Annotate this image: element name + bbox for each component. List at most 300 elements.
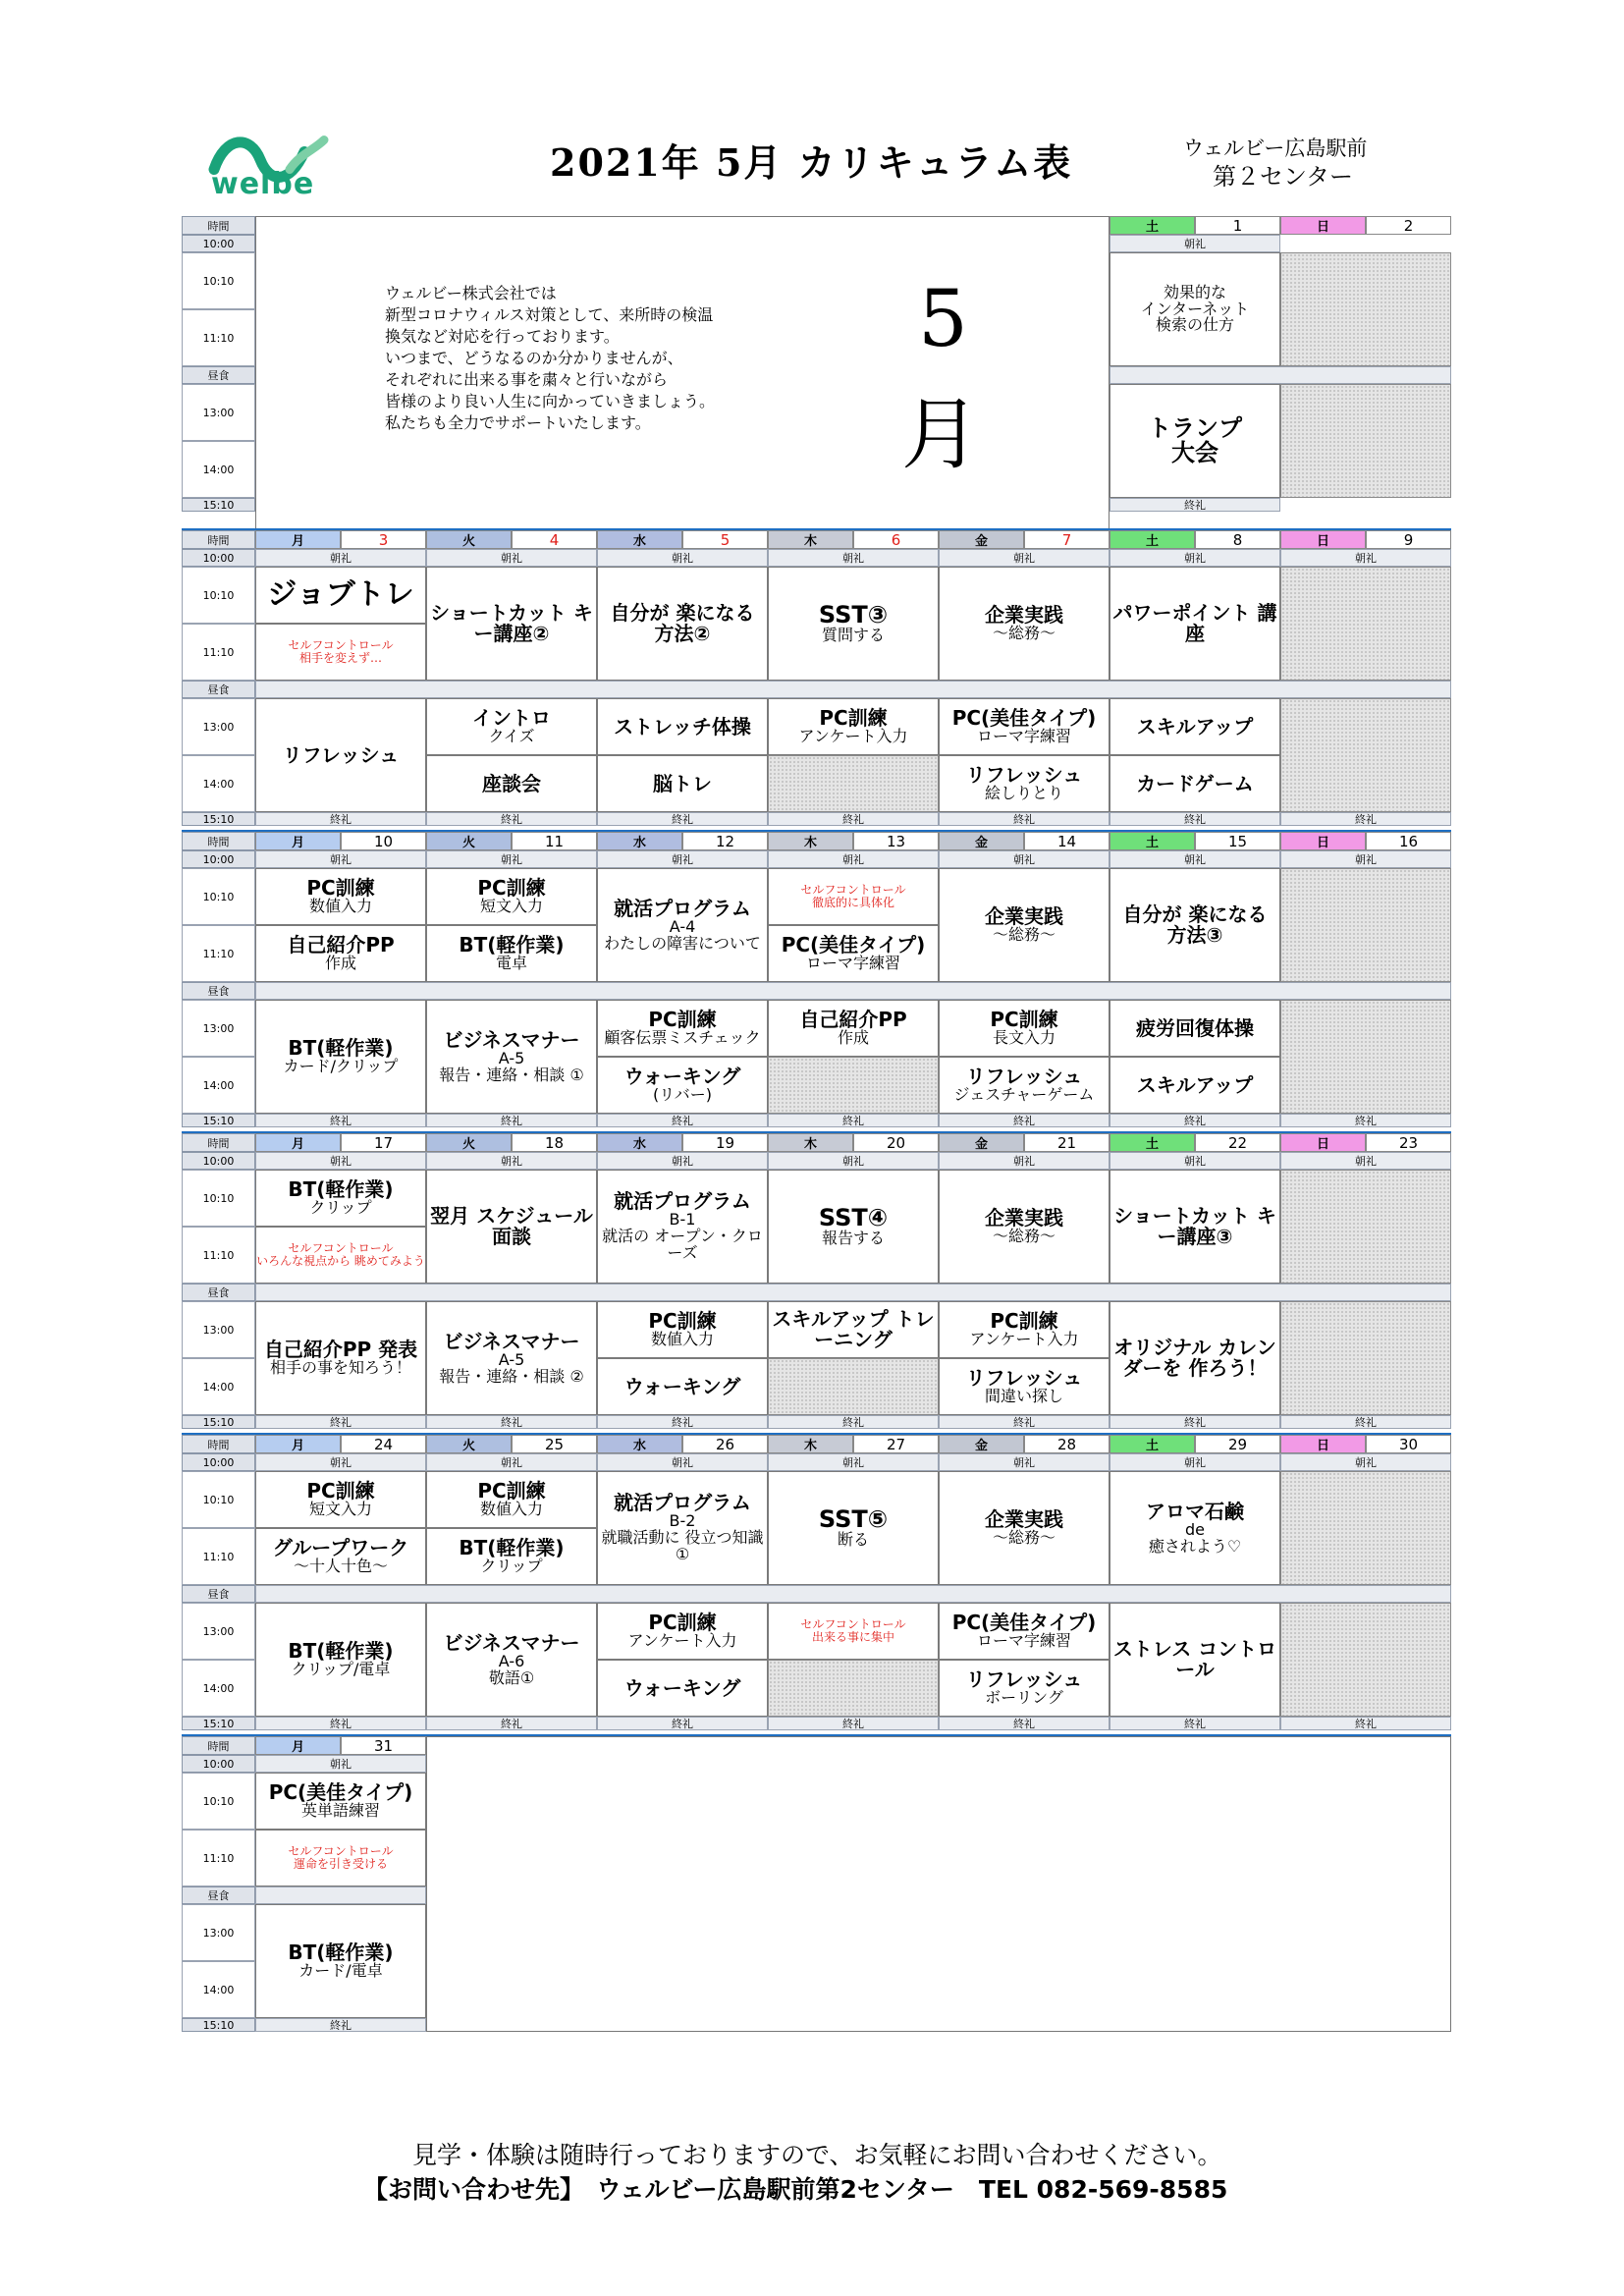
day-label: 日 xyxy=(1280,1133,1366,1152)
activity-cell xyxy=(939,1057,1110,1114)
day-label: 火 xyxy=(426,832,512,850)
activity-title: オリジナル カレンダーを 作ろう！ xyxy=(1113,1336,1276,1380)
activity-title: 座談会 xyxy=(482,771,541,795)
day-label: 日 xyxy=(1280,530,1366,549)
activity-title: 自分が 楽になる 方法③ xyxy=(1122,902,1268,947)
activity-title: ストレス コントロール xyxy=(1112,1637,1277,1681)
shurei-label: 終礼 xyxy=(768,812,939,826)
notice-line: 新型コロナウィルス対策として、来所時の検温 xyxy=(385,305,714,324)
activity-title: 企業実践 xyxy=(985,1206,1063,1230)
chorei-label: 朝礼 xyxy=(1110,1152,1280,1170)
activity-cell xyxy=(597,868,768,982)
activity-title: リフレッシュ xyxy=(965,1065,1083,1089)
notice-line: それぞれに出来る事を粛々と行いながら xyxy=(385,370,669,389)
day-label: 水 xyxy=(597,1133,682,1152)
activity-cell xyxy=(426,755,597,812)
date-number: 30 xyxy=(1366,1435,1451,1453)
activity-title: 疲労回復体操 xyxy=(1136,1015,1254,1040)
activity-note: 就活の オープン・クローズ xyxy=(602,1227,763,1262)
date-number: 22 xyxy=(1195,1133,1280,1152)
empty-slot xyxy=(1280,384,1451,498)
activity-cell xyxy=(768,925,939,982)
activity-title: BT(軽作業) xyxy=(288,1036,394,1061)
activity-cell xyxy=(597,567,768,681)
empty-slot xyxy=(1280,1301,1451,1415)
day-label: 火 xyxy=(426,1133,512,1152)
activity-cell xyxy=(597,1301,768,1358)
date-number: 2 xyxy=(1366,216,1451,235)
activity-title: 企業実践 xyxy=(985,904,1063,929)
notice-line: いつまで、どうなるのか分かりませんが、 xyxy=(385,349,683,367)
activity-cell xyxy=(1110,1000,1280,1057)
activity-title: BT(軽作業) xyxy=(459,1536,565,1560)
date-number: 4 xyxy=(512,530,597,549)
activity-title: 自己紹介PP xyxy=(799,1008,907,1032)
day-label: 木 xyxy=(768,832,853,850)
shurei-label: 終礼 xyxy=(1110,498,1280,512)
selfcontrol-note: 出来る事に集中 xyxy=(811,1630,894,1644)
time-label: 10:10 xyxy=(182,868,255,925)
activity-cell xyxy=(255,1301,426,1415)
activity-cell xyxy=(939,698,1110,755)
activity-subtitle: 作成 xyxy=(837,1028,869,1048)
shurei-label: 終礼 xyxy=(426,812,597,826)
day-label: 木 xyxy=(768,530,853,549)
center-name-line1: ウェルビー広島駅前 xyxy=(1183,137,1368,160)
activity-cell xyxy=(255,567,426,624)
activity-cell xyxy=(426,1471,597,1528)
lunch-band xyxy=(1110,366,1451,384)
chorei-label: 朝礼 xyxy=(426,1152,597,1170)
activity-subtitle: A-6 xyxy=(498,1651,525,1670)
lunch-band xyxy=(255,1886,426,1904)
activity-subtitle: アンケート入力 xyxy=(798,727,908,746)
activity-cell xyxy=(255,1227,426,1284)
empty-slot xyxy=(1280,1603,1451,1717)
date-number: 13 xyxy=(853,832,939,850)
activity-title: PC訓練 xyxy=(306,1479,375,1503)
activity-cell xyxy=(255,624,426,681)
day-label: 土 xyxy=(1110,1133,1195,1152)
activity-cell xyxy=(939,567,1110,681)
empty-slot xyxy=(1280,1000,1451,1114)
chorei-label: 朝礼 xyxy=(939,1453,1110,1471)
time-label: 15:10 xyxy=(182,1717,255,1730)
footer-notice: 見学・体験は随時行っておりますので、お気軽にお問い合わせください。 xyxy=(412,2141,1222,2169)
shurei-label: 終礼 xyxy=(1280,812,1451,826)
date-number: 11 xyxy=(512,832,597,850)
chorei-label: 朝礼 xyxy=(768,1152,939,1170)
activity-cell xyxy=(255,925,426,982)
day-label: 土 xyxy=(1110,832,1195,850)
empty-slot xyxy=(768,755,939,812)
time-label: 15:10 xyxy=(182,812,255,826)
date-number: 1 xyxy=(1195,216,1280,235)
empty-slot xyxy=(1280,1170,1451,1284)
time-label: 14:00 xyxy=(182,441,255,498)
activity-subtitle: 報告する xyxy=(821,1229,885,1248)
activity-cell xyxy=(255,1170,426,1227)
activity-title: グループワーク xyxy=(272,1536,409,1560)
activity-subtitle: ローマ字練習 xyxy=(976,1631,1071,1651)
activity-cell xyxy=(255,868,426,925)
time-label: 14:00 xyxy=(182,1358,255,1415)
time-label: 11:10 xyxy=(182,1227,255,1284)
activity-title: PC(美佳タイプ) xyxy=(781,933,926,957)
shurei-label: 終礼 xyxy=(597,1717,768,1730)
activity-title: 企業実践 xyxy=(985,1507,1063,1532)
day-label: 水 xyxy=(597,1435,682,1453)
chorei-label: 朝礼 xyxy=(426,1453,597,1471)
notice-line: 私たちも全力でサポートいたします。 xyxy=(385,413,651,432)
activity-title: リフレッシュ xyxy=(965,1366,1083,1391)
activity-title: ウォーキング xyxy=(623,1065,741,1089)
activity-title: PC訓練 xyxy=(990,1309,1058,1334)
activity-cell xyxy=(255,1603,426,1717)
shurei-label: 終礼 xyxy=(255,1717,426,1730)
activity-cell xyxy=(939,755,1110,812)
date-number: 19 xyxy=(682,1133,768,1152)
chorei-label: 朝礼 xyxy=(939,1152,1110,1170)
activity-cell xyxy=(939,1660,1110,1717)
activity-title: PC訓練 xyxy=(819,706,888,731)
time-label: 11:10 xyxy=(182,1528,255,1585)
day-label: 月 xyxy=(255,1736,341,1755)
activity-title: 脳トレ xyxy=(653,771,712,795)
day-label: 土 xyxy=(1110,530,1195,549)
time-label: 昼食 xyxy=(182,1886,255,1904)
time-label: 時間 xyxy=(182,832,255,850)
activity-note: 就職活動に 役立つ知識① xyxy=(601,1528,764,1563)
time-label: 14:00 xyxy=(182,1057,255,1114)
activity-subtitle: 間違い探し xyxy=(984,1387,1063,1406)
activity-title: 就活プログラム xyxy=(614,1189,751,1214)
time-label: 10:00 xyxy=(182,1152,255,1170)
day-label: 金 xyxy=(939,832,1024,850)
shurei-label: 終礼 xyxy=(1110,812,1280,826)
chorei-label: 朝礼 xyxy=(597,549,768,567)
activity-cell xyxy=(426,698,597,755)
activity-subtitle: B-1 xyxy=(669,1210,696,1230)
selfcontrol-note: 運命を引き受ける xyxy=(293,1857,388,1871)
activity-title: 自己紹介PP 発表 xyxy=(263,1338,418,1362)
day-label: 日 xyxy=(1280,216,1366,235)
activity-title: 大会 xyxy=(1171,439,1218,466)
chorei-label: 朝礼 xyxy=(255,1152,426,1170)
day-label: 日 xyxy=(1280,1435,1366,1453)
activity-title: ショートカット キー講座③ xyxy=(1113,1204,1276,1248)
activity-cell xyxy=(768,1301,939,1358)
notice-line: ウェルビー株式会社では xyxy=(385,284,557,302)
date-number: 20 xyxy=(853,1133,939,1152)
shurei-label: 終礼 xyxy=(768,1114,939,1127)
center-name-line2: 第２センター xyxy=(1213,163,1354,191)
date-number: 9 xyxy=(1366,530,1451,549)
activity-cell xyxy=(768,1000,939,1057)
activity-cell xyxy=(255,1773,426,1830)
activity-cell xyxy=(255,1830,426,1886)
time-label: 14:00 xyxy=(182,1961,255,2018)
notice-line: 皆様のより良い人生に向かっていきましょう。 xyxy=(385,392,716,410)
lunch-band xyxy=(255,1284,1451,1301)
activity-cell xyxy=(597,698,768,755)
big-month-kanji: 月 xyxy=(901,389,980,480)
shurei-label: 終礼 xyxy=(1280,1415,1451,1429)
date-number: 26 xyxy=(682,1435,768,1453)
date-number: 23 xyxy=(1366,1133,1451,1152)
day-label: 日 xyxy=(1280,832,1366,850)
time-label: 10:00 xyxy=(182,235,255,252)
activity-cell xyxy=(768,567,939,681)
date-number: 14 xyxy=(1024,832,1110,850)
activity-title: PC訓練 xyxy=(306,876,375,901)
activity-cell xyxy=(939,1301,1110,1358)
activity-cell xyxy=(426,1000,597,1114)
activity-subtitle: ～十人十色～ xyxy=(293,1557,388,1576)
time-label: 10:10 xyxy=(182,1773,255,1830)
big-month-number: 5 xyxy=(918,273,968,364)
chorei-label: 朝礼 xyxy=(255,1453,426,1471)
activity-cell xyxy=(1110,1301,1280,1415)
activity-subtitle: ～総務～ xyxy=(992,925,1056,945)
date-number: 29 xyxy=(1195,1435,1280,1453)
activity-subtitle: アンケート入力 xyxy=(627,1631,737,1651)
date-number: 28 xyxy=(1024,1435,1110,1453)
activity-subtitle: 数値入力 xyxy=(308,897,372,916)
chorei-label: 朝礼 xyxy=(1110,549,1280,567)
activity-subtitle: カード/電卓 xyxy=(298,1961,383,1981)
activity-subtitle: ～総務～ xyxy=(992,1528,1056,1548)
activity-cell xyxy=(1110,384,1280,498)
logo-text: welbe xyxy=(211,167,315,201)
time-label: 昼食 xyxy=(182,1284,255,1301)
activity-cell xyxy=(597,1603,768,1660)
notice-line: 換気など対応を行っております。 xyxy=(385,327,620,346)
activity-cell xyxy=(939,1170,1110,1284)
activity-title: PC訓練 xyxy=(648,1008,717,1032)
activity-subtitle: 顧客伝票ミスチェック xyxy=(604,1028,761,1048)
shurei-label: 終礼 xyxy=(255,2018,426,2032)
date-number: 7 xyxy=(1024,530,1110,549)
activity-cell xyxy=(939,868,1110,982)
activity-title: BT(軽作業) xyxy=(288,1941,394,1965)
activity-subtitle: B-2 xyxy=(669,1511,696,1531)
time-label: 13:00 xyxy=(182,698,255,755)
shurei-label: 終礼 xyxy=(768,1717,939,1730)
shurei-label: 終礼 xyxy=(255,1114,426,1127)
empty-slot xyxy=(768,1057,939,1114)
activity-title: 効果的な xyxy=(1163,282,1226,301)
time-label: 14:00 xyxy=(182,755,255,812)
chorei-label: 朝礼 xyxy=(1280,1453,1451,1471)
time-label: 時間 xyxy=(182,216,255,235)
activity-cell xyxy=(426,925,597,982)
day-label: 月 xyxy=(255,832,341,850)
lunch-band xyxy=(255,681,1451,698)
activity-cell xyxy=(1110,1057,1280,1114)
activity-title: SST④ xyxy=(818,1204,889,1231)
activity-cell xyxy=(768,1471,939,1585)
shurei-label: 終礼 xyxy=(597,1114,768,1127)
time-label: 11:10 xyxy=(182,309,255,366)
activity-cell xyxy=(597,1358,768,1415)
chorei-label: 朝礼 xyxy=(768,1453,939,1471)
shurei-label: 終礼 xyxy=(426,1415,597,1429)
footer-contact: 【お問い合わせ先】 ウェルビー広島駅前第2センター TEL 082-569-8585 xyxy=(363,2175,1228,2204)
day-label: 月 xyxy=(255,1133,341,1152)
shurei-label: 終礼 xyxy=(1110,1415,1280,1429)
activity-title: 企業実践 xyxy=(985,603,1063,628)
time-label: 昼食 xyxy=(182,982,255,1000)
time-label: 時間 xyxy=(182,530,255,549)
time-label: 10:10 xyxy=(182,252,255,309)
activity-subtitle: A-5 xyxy=(498,1048,525,1067)
time-label: 時間 xyxy=(182,1133,255,1152)
activity-subtitle: ローマ字練習 xyxy=(976,727,1071,746)
day-label: 土 xyxy=(1110,216,1195,235)
activity-subtitle: 相手の事を知ろう！ xyxy=(269,1358,411,1378)
activity-title: パワーポイント 講座 xyxy=(1112,601,1277,645)
activity-title: SST⑤ xyxy=(818,1505,889,1533)
time-label: 13:00 xyxy=(182,1904,255,1961)
time-label: 10:00 xyxy=(182,549,255,567)
shurei-label: 終礼 xyxy=(597,1415,768,1429)
day-label: 火 xyxy=(426,530,512,549)
activity-note: わたしの障害について xyxy=(604,933,761,953)
activity-title: スキルアップ トレーニング xyxy=(772,1307,935,1351)
empty-slot xyxy=(1280,567,1451,681)
selfcontrol-note: 徹底的に具体化 xyxy=(811,896,894,909)
chorei-label: 朝礼 xyxy=(768,549,939,567)
day-label: 金 xyxy=(939,1435,1024,1453)
day-label: 水 xyxy=(597,530,682,549)
activity-title: PC訓練 xyxy=(648,1611,717,1635)
activity-subtitle: 断る xyxy=(837,1530,869,1550)
activity-title: リフレッシュ xyxy=(282,742,400,767)
activity-cell xyxy=(426,1603,597,1717)
date-number: 12 xyxy=(682,832,768,850)
date-number: 17 xyxy=(341,1133,426,1152)
shurei-label: 終礼 xyxy=(597,812,768,826)
activity-title: PC訓練 xyxy=(477,876,546,901)
empty-area xyxy=(426,1736,1451,2032)
date-number: 31 xyxy=(341,1736,426,1755)
shurei-label: 終礼 xyxy=(1280,1114,1451,1127)
activity-subtitle: ジェスチャーゲーム xyxy=(953,1085,1095,1105)
activity-cell xyxy=(768,1603,939,1660)
activity-subtitle: 短文入力 xyxy=(308,1500,372,1519)
empty-slot xyxy=(768,1660,939,1717)
activity-title: ビジネスマナー xyxy=(443,1630,580,1655)
activity-title: 自分が 楽になる 方法② xyxy=(610,601,755,645)
activity-subtitle: de xyxy=(1185,1519,1205,1539)
day-label: 月 xyxy=(255,1435,341,1453)
selfcontrol-note: いろんな視点から 眺めてみよう xyxy=(256,1254,425,1268)
time-label: 10:10 xyxy=(182,1471,255,1528)
activity-title: BT(軽作業) xyxy=(288,1639,394,1664)
time-label: 13:00 xyxy=(182,384,255,441)
day-label: 水 xyxy=(597,832,682,850)
activity-subtitle: 長文入力 xyxy=(992,1028,1056,1048)
activity-cell xyxy=(1110,755,1280,812)
activity-cell xyxy=(255,1471,426,1528)
chorei-label: 朝礼 xyxy=(768,850,939,868)
activity-cell xyxy=(597,1170,768,1284)
empty-slot xyxy=(768,1358,939,1415)
activity-title: PC(美佳タイプ) xyxy=(951,1611,1097,1635)
activity-title: 自己紹介PP xyxy=(287,933,395,957)
chorei-label: 朝礼 xyxy=(939,850,1110,868)
activity-note: 報告・連絡・相談 ① xyxy=(439,1065,584,1084)
activity-cell xyxy=(597,1057,768,1114)
activity-title: インターネット xyxy=(1140,299,1250,318)
activity-title: PC(美佳タイプ) xyxy=(268,1780,413,1805)
activity-subtitle: クリップ xyxy=(309,1198,372,1218)
chorei-label: 朝礼 xyxy=(255,549,426,567)
activity-note: 報告・連絡・相談 ② xyxy=(439,1366,584,1386)
time-label: 10:10 xyxy=(182,1170,255,1227)
chorei-label: 朝礼 xyxy=(1110,235,1280,252)
activity-cell xyxy=(1110,567,1280,681)
date-number: 25 xyxy=(512,1435,597,1453)
date-number: 18 xyxy=(512,1133,597,1152)
day-label: 金 xyxy=(939,530,1024,549)
activity-title: ビジネスマナー xyxy=(443,1027,580,1052)
shurei-label: 終礼 xyxy=(939,1717,1110,1730)
activity-cell xyxy=(426,1301,597,1415)
activity-note: 敬語① xyxy=(488,1667,535,1687)
activity-subtitle: A-5 xyxy=(498,1349,525,1369)
time-label: 昼食 xyxy=(182,681,255,698)
chorei-label: 朝礼 xyxy=(426,850,597,868)
lunch-band xyxy=(255,982,1451,1000)
activity-cell xyxy=(1110,868,1280,982)
time-label: 15:10 xyxy=(182,498,255,512)
notice-text xyxy=(385,283,715,434)
lunch-band xyxy=(255,1585,1451,1603)
selfcontrol-title: セルフコントロール xyxy=(288,1241,394,1256)
shurei-label: 終礼 xyxy=(255,812,426,826)
activity-title: ジョブトレ xyxy=(267,577,414,613)
activity-title: カードゲーム xyxy=(1136,771,1254,795)
activity-subtitle: 英単語練習 xyxy=(300,1801,380,1821)
shurei-label: 終礼 xyxy=(426,1717,597,1730)
time-label: 15:10 xyxy=(182,1114,255,1127)
shurei-label: 終礼 xyxy=(1110,1114,1280,1127)
day-label: 木 xyxy=(768,1435,853,1453)
activity-title: 検索の仕方 xyxy=(1155,315,1234,335)
selfcontrol-title: セルフコントロール xyxy=(288,1844,394,1859)
activity-cell xyxy=(768,868,939,925)
activity-subtitle: クリップ xyxy=(480,1557,543,1576)
activity-cell xyxy=(426,868,597,925)
activity-subtitle: ボーリング xyxy=(985,1688,1063,1708)
activity-cell xyxy=(939,1358,1110,1415)
activity-title: アロマ石鹸 xyxy=(1146,1499,1244,1523)
activity-cell xyxy=(255,1000,426,1114)
chorei-label: 朝礼 xyxy=(1110,850,1280,868)
activity-cell xyxy=(1110,1170,1280,1284)
activity-subtitle: 質問する xyxy=(821,626,885,645)
chorei-label: 朝礼 xyxy=(1280,549,1451,567)
activity-cell xyxy=(1110,252,1280,366)
time-label: 11:10 xyxy=(182,624,255,681)
activity-title: 就活プログラム xyxy=(614,1491,751,1515)
activity-title: 翌月 スケジュール 面談 xyxy=(430,1204,593,1248)
shurei-label: 終礼 xyxy=(939,812,1110,826)
shurei-label: 終礼 xyxy=(1280,1717,1451,1730)
activity-title: 就活プログラム xyxy=(614,896,751,920)
